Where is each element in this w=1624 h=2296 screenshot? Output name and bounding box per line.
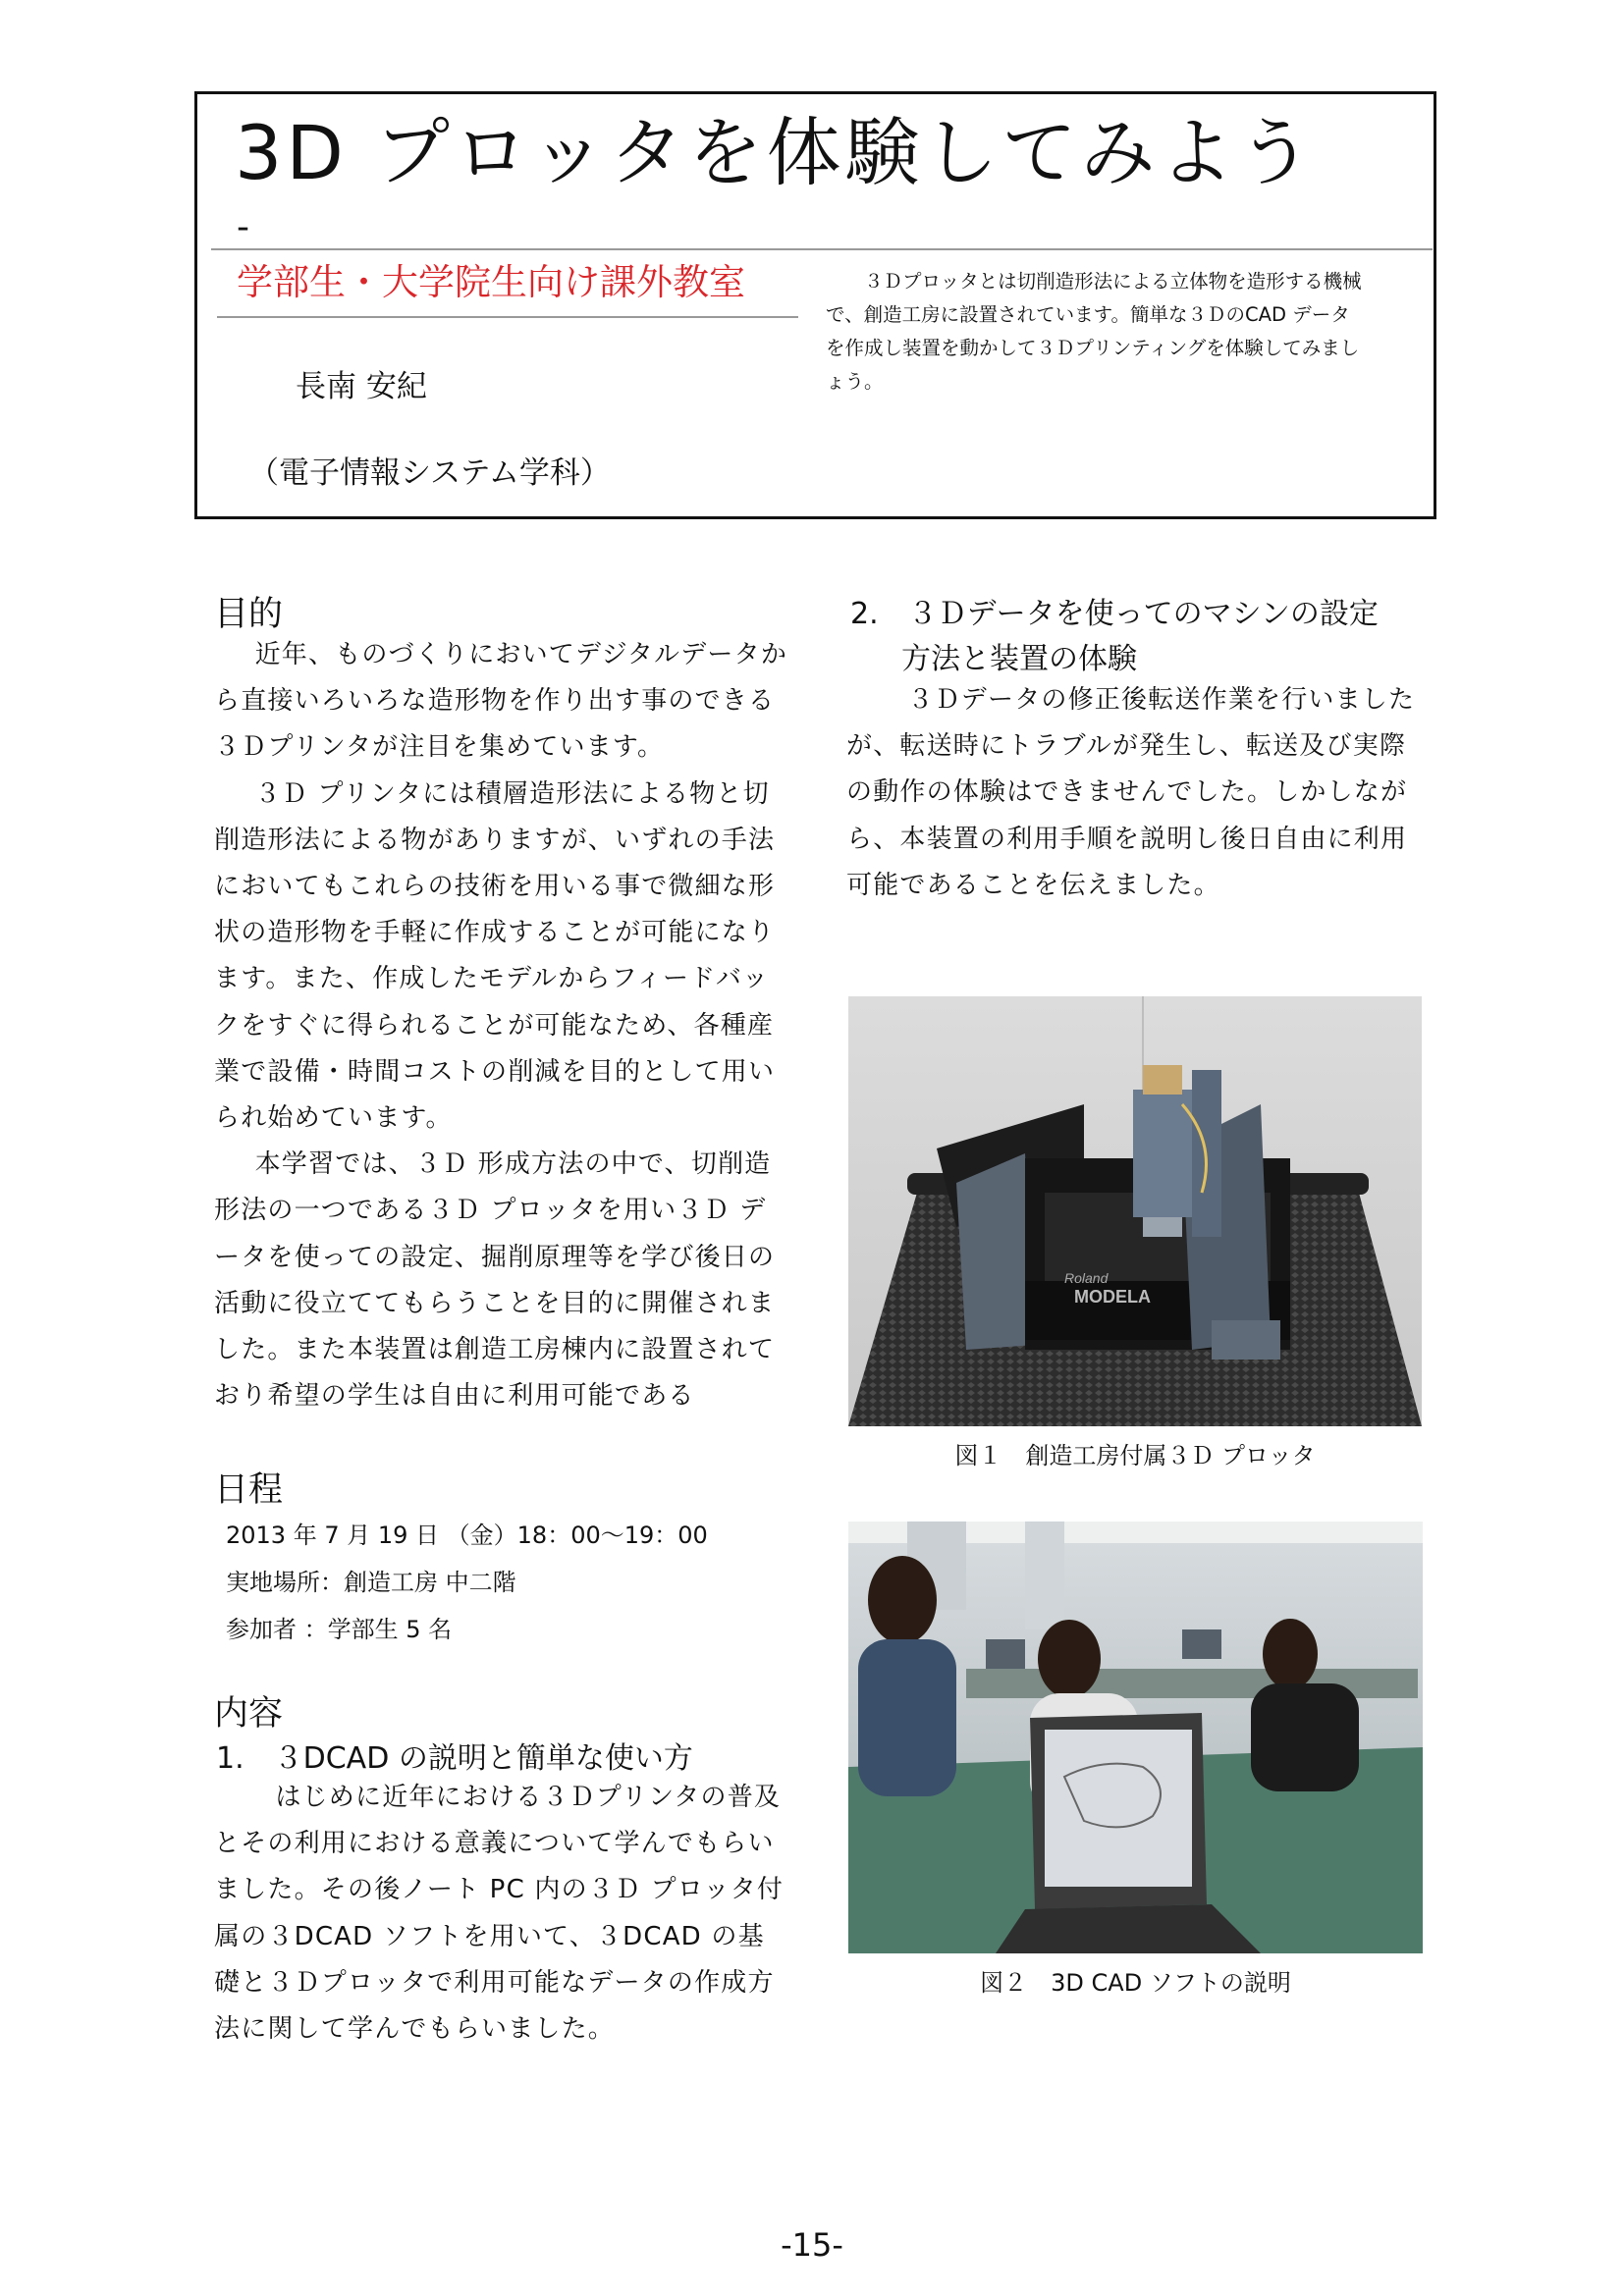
content-item2-text: ３Ｄデータの修正後転送作業を行いましたが、転送時にトラブルが発生し、転送及び実際の動作の体験はできませんでした。しかしながら、本装置の利用手順を説明し後日自由に利用可能であることを伝えました。	[846, 685, 1416, 900]
content-item1-body	[214, 1775, 789, 2053]
schedule-participants: 参加者 ：学部生 5 名	[226, 1616, 453, 1643]
purpose-heading: 目的	[214, 595, 284, 634]
figure-1-caption: 図１ 創造工房付属３Ｄ プロッタ	[954, 1442, 1316, 1469]
purpose-paragraph-3: 本学習では、３Ｄ 形成方法の中で、切削造形法の一つである３Ｄ プロッタを用い３Ｄ データを使っての設定、掘削原理等を学び後日の活動に役立ててもらうことを目的に開催されました。また本装置は創造工房棟内に設置されており希望の学生は自由に利用可能である	[214, 1149, 776, 1412]
header-box	[194, 91, 1436, 519]
classroom-illustration	[848, 1522, 1423, 1953]
abstract: ３Ｄプロッタとは切削造形法による立体物を造形する機械で、創造工房に設置されています。簡単な３ＤのCAD データを作成し装置を動かして３Ｄプリンティングを体験してみましょう。	[826, 270, 1362, 393]
page-number: -15-	[781, 2226, 843, 2264]
content-item2-title-line2: 方法と装置の体験	[901, 642, 1137, 676]
purpose-paragraph-1: 近年、ものづくりにおいてデジタルデータから直接いろいろな造形物を作り出す事のできる３Ｄプリンタが注目を集めています。	[214, 640, 788, 763]
schedule-date: 2013 年 7 月 19 日 （金）18：00～19：00	[226, 1522, 708, 1549]
page-title: 3D プロッタを体験してみよう	[235, 109, 1317, 196]
plotter-maker-label: Roland	[1064, 1270, 1109, 1286]
purpose-body	[214, 632, 789, 1419]
title-rule	[211, 248, 1433, 250]
content-item2-title-line1: 2. ３Ｄデータを使ってのマシンの設定	[850, 597, 1379, 631]
author-department: （電子情報システム学科）	[248, 455, 611, 491]
purpose-paragraph-2: ３Ｄ プリンタには積層造形法による物と切削造形法による物がありますが、いずれの手法においてもこれらの技術を用いる事で微細な形状の造形物を手軽に作成することが可能になります。また、作成したモデルからフィードバックをすぐに得られることが可能なため、各種産業で設備・時間コストの削減を目的として用いられ始めています。	[214, 778, 776, 1134]
schedule-heading: 日程	[214, 1470, 284, 1510]
author-name: 長南 安紀	[296, 369, 427, 404]
title-dash: -	[237, 207, 249, 247]
plotter-illustration	[848, 996, 1422, 1426]
content-item1-text: はじめに近年における３Ｄプリンタの普及とその利用における意義について学んでもらいました。その後ノート PC 内の３Ｄ プロッタ付属の３DCAD ソフトを用いて、３DCAD の基礎と３Ｄプロッタで利用可能なデータの作成方法に関して学んでもらいました。	[214, 1783, 785, 2045]
figure-2-photo	[848, 1522, 1423, 1953]
subtitle: 学部生・大学院生向け課外教室	[237, 261, 745, 303]
schedule-place: 実地場所：創造工房 中二階	[226, 1569, 516, 1596]
figure-2-caption: 図２ 3D CAD ソフトの説明	[980, 1969, 1291, 1997]
plotter-brand-label: MODELA	[1074, 1287, 1151, 1307]
content-heading: 内容	[214, 1694, 284, 1734]
subtitle-rule	[217, 316, 798, 318]
content-item1-title: 1. ３DCAD の説明と簡単な使い方	[216, 1741, 693, 1776]
content-item2-body	[846, 677, 1426, 909]
figure-1-photo	[848, 996, 1422, 1426]
